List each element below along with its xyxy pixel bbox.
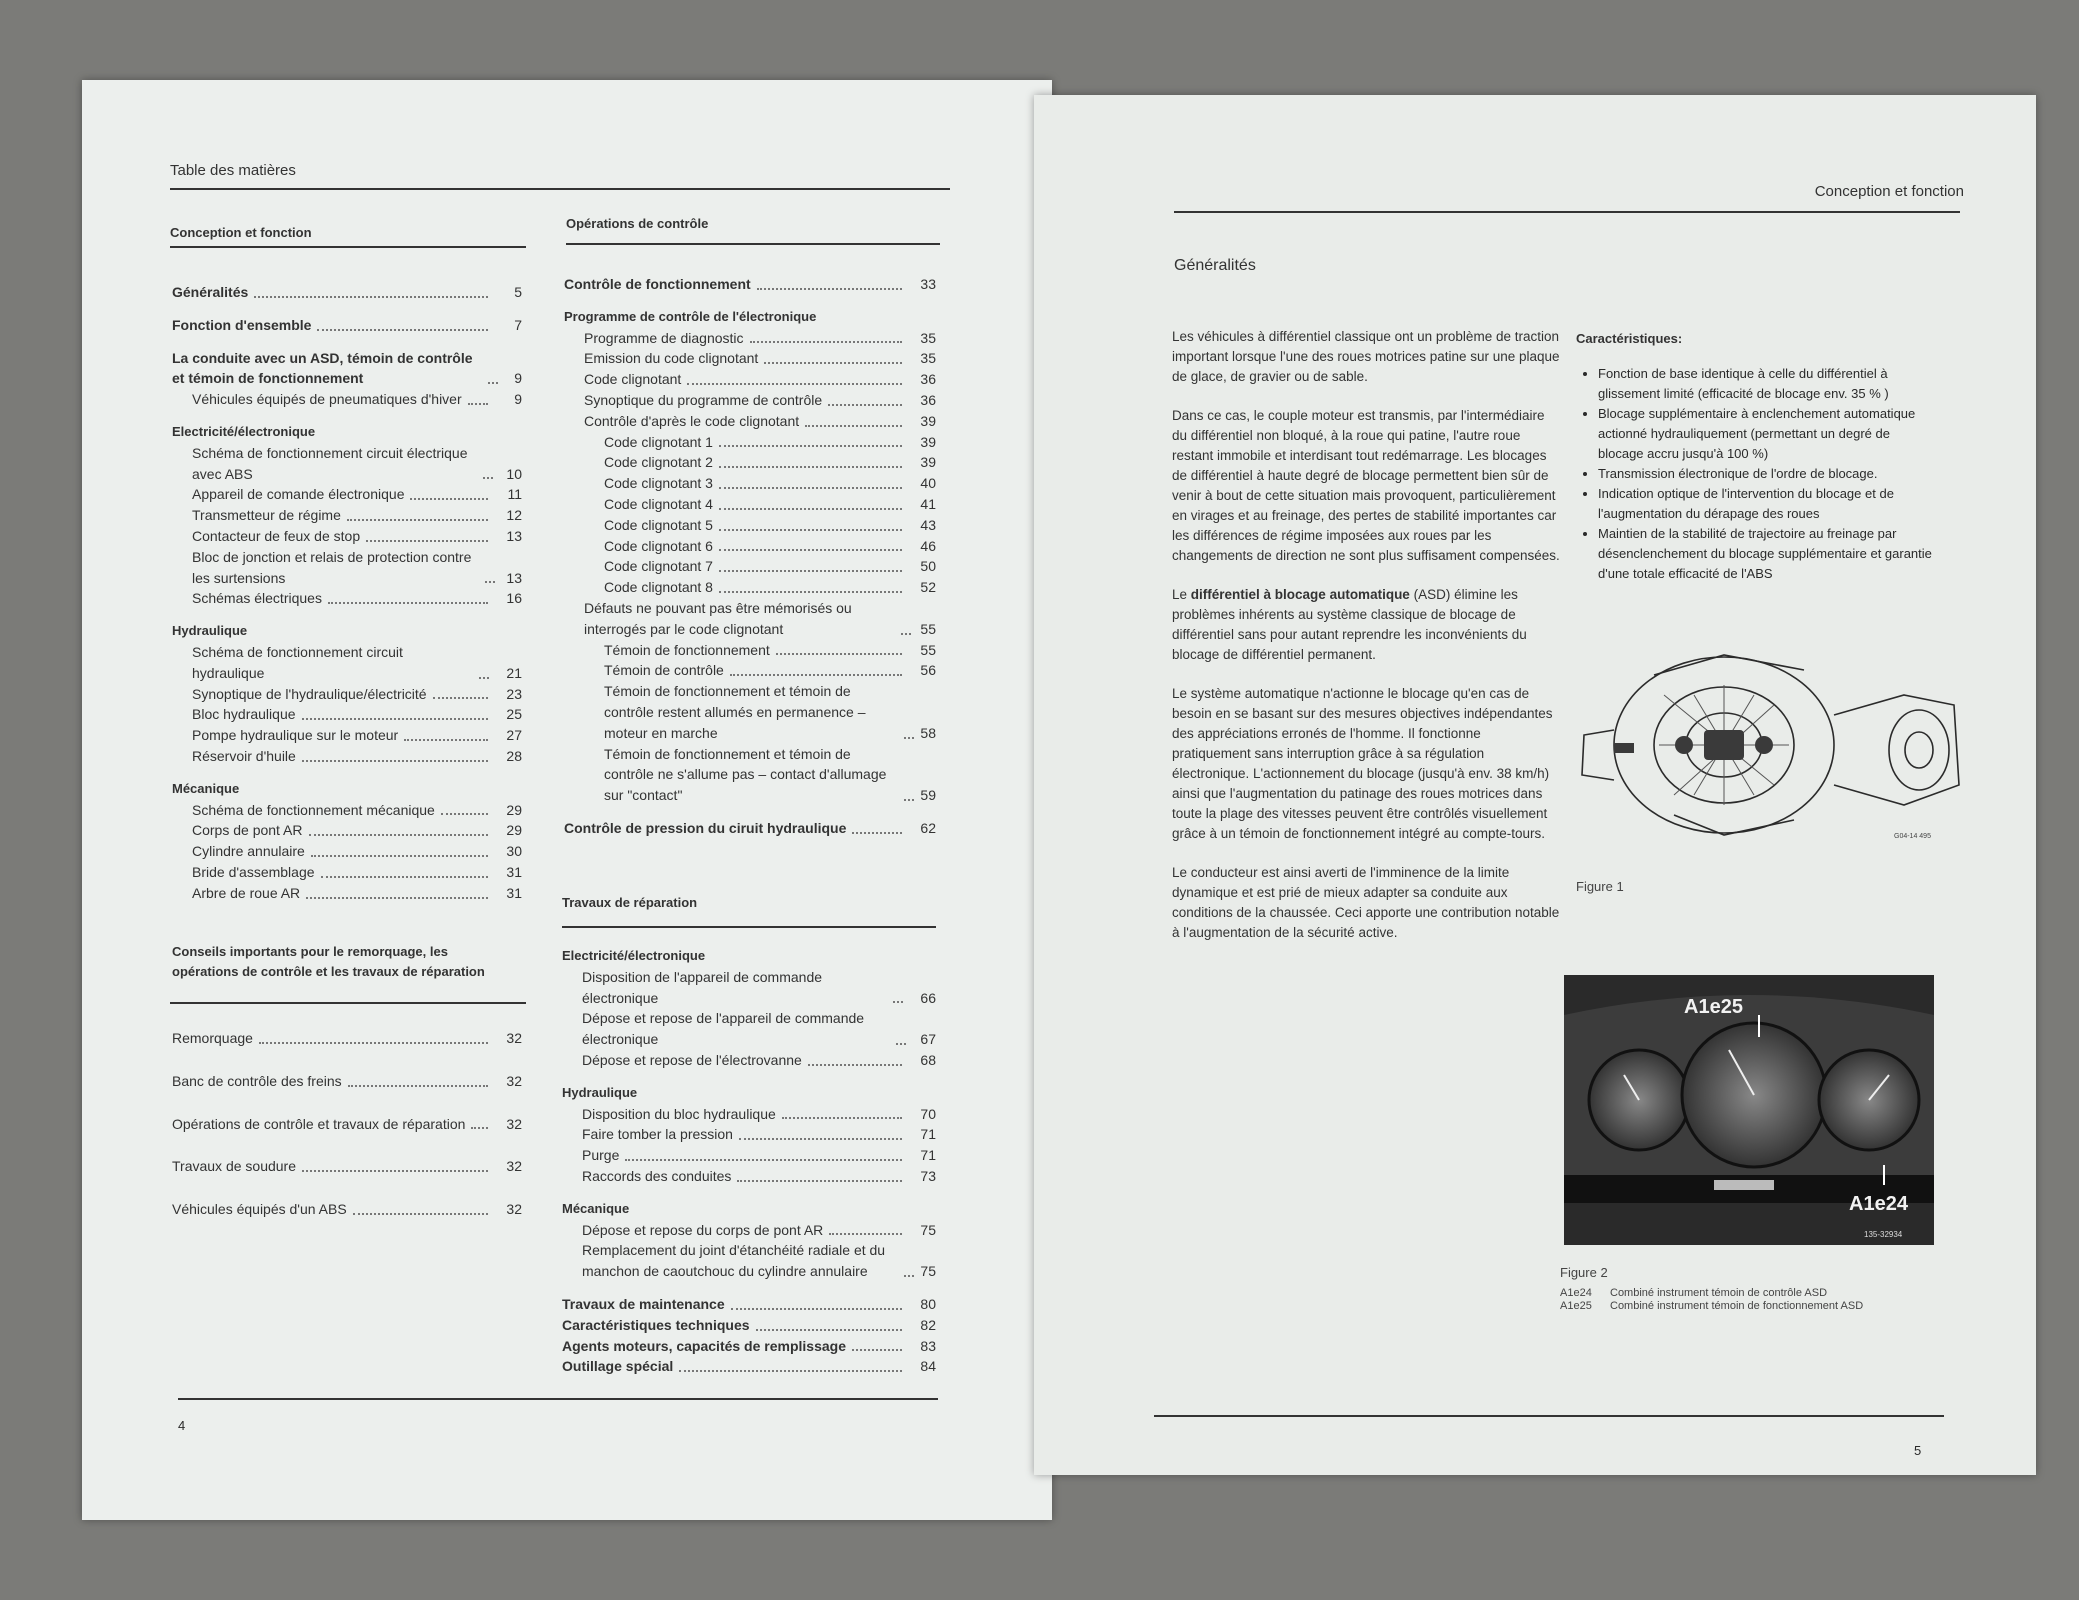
toc-entry-label: Agents moteurs, capacités de remplissage xyxy=(562,1337,846,1354)
section-title: Généralités xyxy=(1174,257,1256,274)
toc-entry-page: 73 xyxy=(920,1167,936,1184)
toc-entry-label: Schéma de fonctionnement circuit électrique avec ABS xyxy=(192,444,468,482)
dot-leader xyxy=(829,1233,902,1235)
dot-leader xyxy=(719,570,902,572)
legend-entry xyxy=(1560,1300,1863,1313)
toc-entry xyxy=(564,274,936,295)
dot-leader xyxy=(321,876,488,878)
features-title: Caractéristiques: xyxy=(1576,331,1683,346)
dot-leader xyxy=(808,1064,902,1066)
toc-entry xyxy=(562,1104,936,1125)
toc-entry-page: 36 xyxy=(920,371,936,388)
toc-entry-label: Electricité/électronique xyxy=(172,423,316,439)
toc-entry xyxy=(172,642,522,684)
col2-section-title: Opérations de contrôle xyxy=(566,216,709,231)
toc-entry-page: 82 xyxy=(920,1316,936,1333)
toc-entry-label: Contrôle de pression du ciruit hydraulique xyxy=(564,819,847,836)
toc-entry-label: Contrôle de fonctionnement xyxy=(564,276,751,292)
toc-entry-page: 80 xyxy=(920,1295,936,1312)
section-header: Conception et fonction xyxy=(1814,183,1964,200)
toc-entry-label: Mécanique xyxy=(562,1200,630,1216)
toc-entry-page: 32 xyxy=(506,1115,522,1132)
feature-item: • Fonction de base identique à celle du différentiel à glissement limité (efficacité de blocage env. 35 % ) xyxy=(1598,364,1936,404)
dot-leader xyxy=(776,653,902,655)
toc-entry-label: Bride d'assemblage xyxy=(192,863,315,880)
toc-entry xyxy=(172,389,522,410)
dot-leader xyxy=(479,677,489,679)
dot-leader xyxy=(852,1349,902,1351)
toc-entry xyxy=(564,328,936,349)
toc-entry-label: Schéma de fonctionnement mécanique xyxy=(192,801,435,818)
toc-entry xyxy=(564,577,936,598)
dot-leader xyxy=(719,487,902,489)
toc-entry-label: Remplacement du joint d'étanchéité radiale et du manchon de caoutchouc du cylindre annulaire xyxy=(582,1242,886,1280)
toc-entry xyxy=(564,818,936,839)
toc-entry-label: Code clignotant xyxy=(584,371,682,388)
toc-entry-label: Opérations de contrôle et travaux de réparation xyxy=(172,1115,466,1132)
toc-entry-page: 75 xyxy=(920,1221,936,1238)
toc-entry-page: 7 xyxy=(514,316,522,333)
toc-entry xyxy=(172,348,522,390)
toc-entry-page: 21 xyxy=(506,664,522,681)
toc-entry-page: 9 xyxy=(514,370,522,387)
toc-entry-page: 32 xyxy=(506,1030,522,1046)
toc-entry-label: Disposition de l'appareil de commande électronique xyxy=(582,968,823,1006)
toc-entry-label: Schéma de fonctionnement circuit hydraulique xyxy=(192,643,403,681)
toc-entry xyxy=(172,1199,522,1220)
toc-entry-label: Appareil de comande électronique xyxy=(192,486,405,503)
toc-entry-page: 84 xyxy=(920,1358,936,1375)
paragraph-5: Le conducteur est ainsi averti de l'imminence de la limite dynamique et est prié de mieux adapter sa conduite aux conditions de la chaussée. Ceci apporte une contribution notable à l'augmentation de la sécurité active. xyxy=(1172,865,1560,940)
toc-entry-label: Outillage spécial xyxy=(562,1358,674,1375)
body-text xyxy=(1172,327,1560,962)
toc-entry xyxy=(172,422,522,443)
toc-entry-label: Cylindre annulaire xyxy=(192,843,305,860)
toc-entry xyxy=(172,725,522,746)
toc-entry xyxy=(562,1240,936,1282)
dot-leader xyxy=(488,382,498,384)
toc-col2 xyxy=(564,274,936,839)
toc-entry xyxy=(562,1336,936,1357)
toc-entry xyxy=(562,946,936,967)
toc-entry-page: 29 xyxy=(506,822,522,839)
dot-leader xyxy=(311,855,488,857)
toc-entry-label: Mécanique xyxy=(172,780,240,796)
toc-entry-label: Code clignotant 2 xyxy=(604,454,713,471)
dot-leader xyxy=(302,1170,488,1172)
toc-entry-page: 36 xyxy=(920,391,936,408)
toc-entry xyxy=(172,1028,522,1049)
toc-entry-label: Synoptique de l'hydraulique/électricité xyxy=(192,685,427,702)
toc-entry xyxy=(562,1124,936,1145)
toc-entry-page: 39 xyxy=(920,412,936,429)
feature-item: • Indication optique de l'intervention du blocage et de l'augmentation du dérapage des roues xyxy=(1598,484,1936,524)
col1-rule xyxy=(170,246,526,248)
toc-entry xyxy=(564,452,936,473)
toc-entry-label: Véhicules équipés de pneumatiques d'hiver xyxy=(192,391,462,408)
feature-item: • Transmission électronique de l'ordre de blocage. xyxy=(1598,464,1936,484)
toc-entry xyxy=(172,1156,522,1177)
toc-entry xyxy=(564,515,936,536)
dot-leader xyxy=(731,1308,902,1310)
toc-entry xyxy=(172,1114,522,1135)
dot-leader xyxy=(328,602,488,604)
toc-entry xyxy=(564,640,936,661)
toc-entry-page: 75 xyxy=(920,1263,936,1280)
toc-entry xyxy=(564,681,936,743)
toc-entry-label: Code clignotant 6 xyxy=(604,537,713,554)
toc-entry xyxy=(564,348,936,369)
toc-entry xyxy=(562,1050,936,1071)
toc-entry xyxy=(172,1071,522,1092)
toc-entry-label: Transmetteur de régime xyxy=(192,507,341,524)
toc-entry-label: Banc de contrôle des freins xyxy=(172,1072,342,1089)
col2-rule xyxy=(566,243,940,245)
features-list xyxy=(1576,364,1936,584)
dot-leader xyxy=(730,674,902,676)
toc-entry xyxy=(172,621,522,642)
toc-entry-page: 55 xyxy=(920,620,936,637)
toc-entry-page: 40 xyxy=(920,475,936,492)
features-block xyxy=(1576,331,1936,584)
toc-entry-page: 23 xyxy=(506,685,522,702)
toc-entry xyxy=(172,484,522,505)
feature-item: • Maintien de la stabilité de trajectoire au freinage par désenclenchement du blocage supplémentaire et garantie d'une totale efficacité de l'ABS xyxy=(1598,524,1936,584)
paragraph-3: Le différentiel à blocage automatique (ASD) élimine les problèmes inhérents au système classique de blocage de différentiel sans pour autant reprendre les inconvénients du blocage de différentiel permanent. xyxy=(1172,587,1527,662)
dot-leader xyxy=(471,1127,488,1129)
toc-header: Table des matières xyxy=(170,162,296,179)
dot-leader xyxy=(366,540,488,542)
toc-entry-label: Véhicules équipés d'un ABS xyxy=(172,1201,347,1218)
toc-entry xyxy=(562,967,936,1009)
toc-entry-label: Code clignotant 3 xyxy=(604,475,713,492)
toc-entry-label: Disposition du bloc hydraulique xyxy=(582,1105,776,1122)
dot-leader xyxy=(757,288,902,290)
toc-entry-page: 33 xyxy=(920,276,936,292)
toc-entry xyxy=(564,369,936,390)
feature-item: • Blocage supplémentaire à enclenchement automatique actionné hydrauliquement (permettant un degré de blocage accru jusqu'à 100 %) xyxy=(1598,404,1936,464)
dot-leader xyxy=(750,341,902,343)
toc-entry xyxy=(564,411,936,432)
toc-entry xyxy=(564,536,936,557)
dot-leader xyxy=(719,508,902,510)
toc-entry xyxy=(172,547,522,589)
toc-entry-page: 71 xyxy=(920,1147,936,1164)
toc-entry-page: 12 xyxy=(506,507,522,524)
toc-entry-label: Programme de diagnostic xyxy=(584,329,744,346)
dot-leader xyxy=(679,1370,902,1372)
dot-leader xyxy=(309,834,488,836)
toc-entry xyxy=(562,1083,936,1104)
toc-entry-label: Programme de contrôle de l'électronique xyxy=(564,308,817,324)
toc-entry-label: Témoin de contrôle xyxy=(604,662,724,679)
dot-leader xyxy=(719,445,902,447)
toc-entry-label: Contrôle d'après le code clignotant xyxy=(584,412,800,429)
dot-leader xyxy=(433,697,488,699)
toc-entry-label: Purge xyxy=(582,1147,620,1164)
toc-entry xyxy=(562,1294,936,1315)
toc-entry-label: Caractéristiques techniques xyxy=(562,1316,750,1333)
dot-leader xyxy=(485,581,495,583)
toc-entry-label: Schémas électriques xyxy=(192,590,322,607)
toc-entry-page: 25 xyxy=(506,706,522,723)
toc-entry xyxy=(172,684,522,705)
toc-entry-label: Electricité/électronique xyxy=(562,948,706,963)
toc-entry-page: 46 xyxy=(920,537,936,554)
header-rule-right xyxy=(1174,211,1960,213)
dot-leader xyxy=(904,737,914,739)
dot-leader xyxy=(353,1213,488,1215)
label-a1e25: A1e25 xyxy=(1684,996,1743,1018)
toc-entry-page: 35 xyxy=(920,350,936,367)
toc-entry xyxy=(172,800,522,821)
figure-1-ref: G04-14 495 xyxy=(1894,833,1931,840)
figure-2-legend xyxy=(1560,1287,1863,1313)
toc-entry xyxy=(172,779,522,800)
toc-entry-label: Bloc hydraulique xyxy=(192,706,296,723)
dot-leader xyxy=(254,296,488,298)
toc-entry xyxy=(564,307,936,328)
toc-col2b xyxy=(562,946,936,1377)
toc-entry-label: Code clignotant 4 xyxy=(604,495,713,512)
toc-entry-page: 71 xyxy=(920,1126,936,1143)
toc-entry-label: Bloc de jonction et relais de protection contre les surtensions xyxy=(192,548,472,586)
page-number-right: 5 xyxy=(1914,1443,1922,1458)
toc-entry xyxy=(564,744,936,806)
toc-entry-page: 52 xyxy=(920,579,936,596)
toc-entry-label: Code clignotant 7 xyxy=(604,558,713,575)
toc-entry-page: 58 xyxy=(920,724,936,741)
col2b-rule xyxy=(562,926,936,928)
toc-entry-page: 16 xyxy=(506,590,522,607)
toc-entry xyxy=(564,473,936,494)
toc-entry xyxy=(564,598,936,640)
toc-entry xyxy=(562,1356,936,1377)
toc-entry-label: Hydraulique xyxy=(562,1084,638,1100)
toc-entry-label: Code clignotant 8 xyxy=(604,579,713,596)
paragraph-2: Dans ce cas, le couple moteur est transmis, par l'intermédiaire du différentiel non bloqué, à la roue qui patine, l'autre roue restant immobile et interdisant tout redémarrage. Les blocages de différentiel à haute degré de blocage permettent bien sûr de venir à bout de cette situation mais provoquent, particulièrement en virages et au freinage, des pertes de stabilité importantes car les différences de régime imposées aux roues par les changements de direction ne sont plus suffisament compensées. xyxy=(1172,408,1560,563)
toc-entry xyxy=(172,526,522,547)
toc-entry xyxy=(562,1166,936,1187)
toc-entry-page: 55 xyxy=(920,641,936,658)
dot-leader xyxy=(306,897,488,899)
toc-entry-label: Contacteur de feux de stop xyxy=(192,527,361,544)
toc-entry-page: 39 xyxy=(920,433,936,450)
toc-entry xyxy=(172,704,522,725)
toc-entry xyxy=(562,1008,936,1050)
toc-entry-page: 28 xyxy=(506,747,522,764)
col1b-section-title: Conseils importants pour le remorquage, les opérations de contrôle et les travaux de réparation xyxy=(172,944,485,979)
toc-entry xyxy=(172,862,522,883)
toc-entry xyxy=(172,315,522,336)
right-page xyxy=(1034,95,2036,1475)
dot-leader xyxy=(828,404,902,406)
dot-leader xyxy=(739,1138,902,1140)
toc-entry-page: 35 xyxy=(920,329,936,346)
toc-entry-label: Code clignotant 1 xyxy=(604,433,713,450)
toc-entry-label: Témoin de fonctionnement xyxy=(604,641,770,658)
toc-entry-page: 11 xyxy=(507,486,522,503)
toc-entry-label: Hydraulique xyxy=(172,623,248,639)
toc-entry xyxy=(564,494,936,515)
toc-entry-label: Réservoir d'huile xyxy=(192,747,296,764)
figure-2-ref: 135-32934 xyxy=(1864,1230,1903,1239)
paragraph-4: Le système automatique n'actionne le blocage qu'en cas de besoin en se basant sur des mesures objectives indépendantes des appréciations erronés de l'homme. Il fonctionne pratiquement sans interruption grâce à sa régulation électronique. L'actionnement du blocage (jusqu'à env. 38 km/h) ainsi que l'augmentation du patinage des roues motrices dans toute la plage des vitesses peuvent être contrôlés visuellement grâce à un témoin de fonctionnement intégré au compte-tours. xyxy=(1172,686,1553,841)
figure-2-photo xyxy=(1564,975,1934,1245)
toc-entry-page: 29 xyxy=(506,801,522,818)
toc-entry-page: 27 xyxy=(506,727,522,744)
toc-entry-page: 30 xyxy=(506,843,522,860)
toc-entry-label: Fonction d'ensemble xyxy=(172,316,312,333)
dot-leader xyxy=(805,425,902,427)
toc-entry-label: Code clignotant 5 xyxy=(604,516,713,533)
toc-entry-page: 41 xyxy=(920,495,936,512)
toc-entry-label: Raccords des conduites xyxy=(582,1167,732,1184)
toc-entry xyxy=(172,820,522,841)
dot-leader xyxy=(404,739,488,741)
toc-entry-label: Dépose et repose du corps de pont AR xyxy=(582,1221,824,1238)
dot-leader xyxy=(893,1001,903,1003)
col2b-section-title: Travaux de réparation xyxy=(562,895,698,910)
figure-1-caption: Figure 1 xyxy=(1576,879,1624,894)
dot-leader xyxy=(719,591,902,593)
page-number-left: 4 xyxy=(178,1418,186,1433)
toc-entry-page: 68 xyxy=(920,1051,936,1068)
dot-leader xyxy=(302,718,488,720)
dot-leader xyxy=(441,813,488,815)
toc-entry-page: 66 xyxy=(920,989,936,1006)
toc-entry-label: Travaux de soudure xyxy=(172,1158,296,1175)
toc-entry-label: Travaux de maintenance xyxy=(562,1295,725,1312)
toc-entry xyxy=(172,883,522,904)
dot-leader xyxy=(737,1180,902,1182)
legend-code: A1e25 xyxy=(1560,1300,1592,1312)
toc-entry-label: Généralités xyxy=(172,284,249,300)
toc-entry-label: La conduite avec un ASD, témoin de contrôle et témoin de fonctionnement xyxy=(172,349,473,387)
toc-entry-page: 56 xyxy=(920,662,936,679)
dot-leader xyxy=(719,466,902,468)
toc-entry-label: Faire tomber la pression xyxy=(582,1126,733,1143)
dot-leader xyxy=(302,760,488,762)
toc-entry-label: Arbre de roue AR xyxy=(192,884,301,901)
dot-leader xyxy=(348,1085,488,1087)
toc-entry xyxy=(562,1199,936,1220)
toc-entry-label: Pompe hydraulique sur le moteur xyxy=(192,727,399,744)
toc-entry xyxy=(564,556,936,577)
dot-leader xyxy=(719,549,902,551)
dot-leader xyxy=(764,362,902,364)
dot-leader xyxy=(904,1275,914,1277)
figure-2-caption: Figure 2 xyxy=(1560,1265,1608,1280)
dot-leader xyxy=(901,633,911,635)
dot-leader xyxy=(719,529,902,531)
toc-entry-page: 59 xyxy=(920,787,936,804)
toc-entry-page: 31 xyxy=(506,884,522,901)
toc-entry xyxy=(172,443,522,485)
toc-entry-page: 13 xyxy=(506,527,522,544)
toc-entry xyxy=(562,1220,936,1241)
toc-entry-page: 67 xyxy=(920,1031,936,1048)
dot-leader xyxy=(896,1043,906,1045)
toc-col1b xyxy=(172,1028,522,1220)
header-rule xyxy=(170,188,950,190)
toc-entry-page: 32 xyxy=(506,1072,522,1089)
toc-entry xyxy=(172,746,522,767)
col1b-rule xyxy=(170,1002,526,1004)
toc-entry-label: Emission du code clignotant xyxy=(584,350,759,367)
toc-entry xyxy=(562,1315,936,1336)
dot-leader xyxy=(468,403,488,405)
toc-entry-page: 39 xyxy=(920,454,936,471)
dot-leader xyxy=(852,832,902,834)
toc-entry-page: 43 xyxy=(920,516,936,533)
toc-entry-label: Corps de pont AR xyxy=(192,822,303,839)
dot-leader xyxy=(756,1329,902,1331)
toc-entry-page: 9 xyxy=(514,391,522,408)
legend-text: Combiné instrument témoin de fonctionnement ASD xyxy=(1610,1300,1864,1312)
toc-entry xyxy=(562,1145,936,1166)
toc-entry-label: Dépose et repose de l'appareil de commande électronique xyxy=(582,1010,865,1048)
toc-entry-page: 31 xyxy=(506,863,522,880)
dot-leader xyxy=(904,799,914,801)
footer-rule xyxy=(178,1398,938,1400)
toc-entry-label: Synoptique du programme de contrôle xyxy=(584,391,823,408)
toc-entry-label: Témoin de fonctionnement et témoin de contrôle ne s'allume pas – contact d'allumage sur "contact" xyxy=(604,745,887,804)
toc-entry-page: 5 xyxy=(514,284,522,300)
legend-text: Combiné instrument témoin de contrôle ASD xyxy=(1610,1287,1828,1299)
toc-entry-page: 62 xyxy=(920,819,936,836)
dot-leader xyxy=(347,519,488,521)
toc-entry-page: 10 xyxy=(506,465,522,482)
toc-entry xyxy=(172,505,522,526)
left-page xyxy=(82,80,1052,1520)
toc-col1 xyxy=(172,282,522,904)
col1-section-title: Conception et fonction xyxy=(170,225,312,240)
legend-entry xyxy=(1560,1287,1863,1300)
toc-entry-page: 83 xyxy=(920,1337,936,1354)
legend-code: A1e24 xyxy=(1560,1287,1592,1299)
toc-entry-label: Remorquage xyxy=(172,1030,253,1046)
toc-entry-page: 13 xyxy=(506,569,522,586)
toc-entry-page: 70 xyxy=(920,1105,936,1122)
dot-leader xyxy=(687,383,902,385)
paragraph-1: Les véhicules à différentiel classique ont un problème de traction important lorsque l'une des roues motrices patine sur une plaque de glace, de gravier ou de sable. xyxy=(1172,329,1560,384)
toc-entry xyxy=(564,390,936,411)
asd-term: différentiel à blocage automatique xyxy=(1190,587,1410,602)
toc-entry xyxy=(172,588,522,609)
dot-leader xyxy=(259,1042,488,1044)
toc-entry xyxy=(172,282,522,303)
toc-entry-label: Témoin de fonctionnement et témoin de contrôle restent allumés en permanence – moteur en marche xyxy=(604,683,866,741)
footer-rule-right xyxy=(1154,1415,1944,1417)
toc-entry xyxy=(564,432,936,453)
dot-leader xyxy=(317,329,488,331)
toc-entry xyxy=(172,841,522,862)
dot-leader xyxy=(483,477,493,479)
dot-leader xyxy=(410,498,488,500)
dot-leader xyxy=(782,1117,902,1119)
toc-entry-page: 32 xyxy=(506,1158,522,1175)
dot-leader xyxy=(625,1159,902,1161)
toc-entry-page: 32 xyxy=(506,1201,522,1218)
toc-entry xyxy=(564,660,936,681)
label-a1e24: A1e24 xyxy=(1849,1193,1908,1215)
toc-entry-label: Défauts ne pouvant pas être mémorisés ou interrogés par le code clignotant xyxy=(584,599,852,637)
toc-entry-page: 50 xyxy=(920,558,936,575)
toc-entry-label: Dépose et repose de l'électrovanne xyxy=(582,1051,802,1068)
figure-1-illustration xyxy=(1574,635,1964,850)
